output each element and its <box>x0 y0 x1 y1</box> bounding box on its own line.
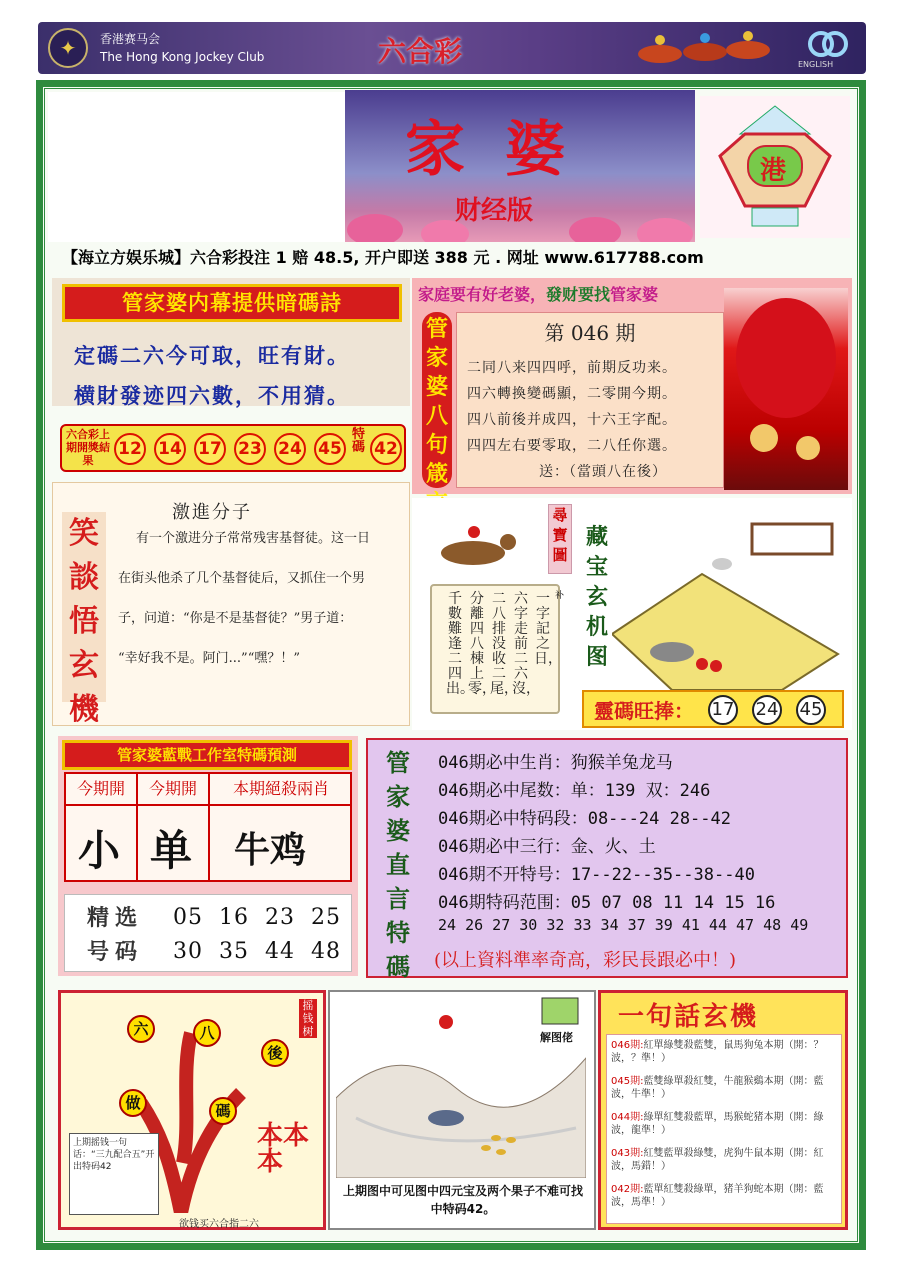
direct-line: 046期必中特码段：08---24 28--42 <box>438 809 731 829</box>
joke-line: 在街头他杀了几个基督徒后，又抓住一个男 <box>118 571 366 586</box>
direct-line: 046期必中尾数：单：139 双：246 <box>438 781 711 801</box>
horse-rider-icon <box>428 518 528 578</box>
tree-ball: 八 <box>193 1019 221 1047</box>
result-ball: 24 <box>274 433 306 465</box>
history-text: 紅雙藍單殺綠雙，虎狗牛鼠本期（開：紅波，馬錯！） <box>611 1148 824 1172</box>
history-row <box>611 1147 839 1173</box>
prediction-col-header: 本期絕殺兩肖 <box>210 774 352 806</box>
history-text: 紅單綠雙殺藍雙，鼠馬狗兔本期（開：？波，？準！） <box>611 1040 824 1064</box>
prediction-size: 小 <box>78 826 121 875</box>
scroll-col: 六字走前二六沒， <box>512 591 540 697</box>
last-result-label: 六合彩上期開獎結果 <box>66 428 110 467</box>
scroll-box <box>430 584 564 714</box>
joke-line: 子，问道：“你是不是基督徒？”男子道： <box>118 611 353 626</box>
head-part-2: 好老婆， <box>482 285 547 304</box>
scroll-mark: 补 <box>554 591 564 601</box>
history-row <box>611 1039 839 1065</box>
lantern-panel <box>700 96 850 238</box>
landscape-caption: 上期图中可见图中四元宝及两个果子不难可找中特码42。 <box>342 1184 583 1216</box>
org-name-en: The Hong Kong Jockey Club <box>100 50 265 64</box>
header-title: 六合彩 <box>378 35 463 68</box>
rings-logo-icon <box>806 30 850 58</box>
map-title: 藏宝玄机图 <box>586 524 609 670</box>
joke-line: 有一个激进分子常常残害基督徒。这一日 <box>136 531 371 546</box>
saying-line: 送：（當頭八在後） <box>539 464 667 480</box>
lucky-number: 17 <box>708 695 738 725</box>
english-link[interactable]: ENGLISH <box>798 60 834 69</box>
lucky-numbers-bar <box>582 690 844 728</box>
history-issue: 045期: <box>611 1076 644 1087</box>
scroll-col: 分離四八棟上零， <box>468 591 496 697</box>
saying-line: 二同八来四四呼，前期反功来。 <box>467 360 677 376</box>
head-part-1: 家庭要有 <box>418 285 483 304</box>
scroll-col: 二八排没收二尾， <box>490 591 518 697</box>
history-issue: 046期: <box>611 1040 644 1051</box>
saying-line: 四六轉換變碼顯，二零開今期。 <box>467 386 677 402</box>
direct-line: 046期必中三行：金、火、土 <box>438 837 656 857</box>
history-issue: 044期: <box>611 1112 644 1123</box>
prediction-col-header: 今期開 <box>66 774 138 806</box>
special-label: 特碼 <box>352 427 366 455</box>
blank-box <box>48 92 346 242</box>
treasure-label: 尋寶圖 <box>548 504 572 574</box>
money-tree-footer: 欲钱买六合指二六 <box>179 1219 259 1230</box>
scroll-col: 一字記之日， <box>534 591 562 667</box>
prediction-parity: 单 <box>150 826 193 875</box>
direct-line: 046期特码范围：05 07 08 11 14 15 16 <box>438 893 776 913</box>
result-ball: 45 <box>314 433 346 465</box>
history-text: 綠單紅雙殺藍單，馬猴蛇猪本期（開：綠波，龍準！） <box>611 1112 824 1136</box>
eight-sayings-vertical-title: 管家婆八句箴 <box>422 312 452 488</box>
banner-title: 家婆 <box>405 115 605 185</box>
history-issue: 043期: <box>611 1148 644 1159</box>
picks-row: 30 35 44 48 <box>173 939 341 964</box>
poem-panel-title: 管家婆内幕提供暗碼詩 <box>62 284 402 322</box>
head-part-4: 管家婆 <box>610 285 659 304</box>
scroll-col: 千數難逢二四出。 <box>446 591 474 697</box>
solver-tag-text: 解图佬 <box>540 1031 573 1044</box>
eight-sayings-box <box>456 312 724 488</box>
result-ball: 14 <box>154 433 186 465</box>
bride-veil-icon <box>724 288 848 490</box>
joke-vertical-title: 笑談悟玄機 <box>62 512 106 702</box>
ad-line[interactable] <box>62 245 862 269</box>
lantern-char: 港 <box>760 156 787 186</box>
org-name <box>100 30 264 66</box>
joke-line: “幸好我不是。阿门...”“嘿？！” <box>118 651 300 666</box>
prediction-col-header: 今期開 <box>138 774 210 806</box>
issue-number: 第 046 期 <box>544 321 636 345</box>
money-tree-side-label: 摇钱树 <box>299 999 317 1038</box>
direct-words-panel <box>366 738 848 978</box>
history-row <box>611 1183 839 1209</box>
head-part-3: 發财要找 <box>546 285 611 304</box>
direct-vertical-title: 管家婆直言特碼 <box>386 748 410 981</box>
solver-icon <box>540 996 580 1026</box>
picks-label: 精选号码 <box>87 905 144 965</box>
lucky-number: 24 <box>752 695 782 725</box>
direct-line: 046期必中生肖：狗猴羊兔龙马 <box>438 753 673 773</box>
picks-row: 05 16 23 25 <box>173 905 341 930</box>
picks-box <box>64 894 352 972</box>
prediction-kill-zodiac: 牛鸡 <box>234 829 307 871</box>
money-tree-panel <box>58 990 326 1230</box>
history-row <box>611 1075 839 1101</box>
prediction-title: 管家婆藍戰工作室特碼預測 <box>62 740 352 770</box>
tree-ball: 做 <box>119 1089 147 1117</box>
money-tree-prev-note: 上期摇钱一句话：“三九配合五”开出特码42 <box>69 1133 159 1215</box>
result-ball: 12 <box>114 433 146 465</box>
ad-text: 【海立方娱乐城】六合彩投注 1 赔 48.5, 开户即送 388 元 . 网址 <box>62 248 545 267</box>
result-ball: 23 <box>234 433 266 465</box>
banner-subtitle: 财经版 <box>455 196 534 226</box>
last-result-bar <box>60 424 406 472</box>
history-text: 藍雙綠單殺紅雙，牛龍猴鷄本期（開：藍波，牛準！） <box>611 1076 824 1100</box>
poem-line-2: 横財發迹四六數，不用猜。 <box>74 383 350 408</box>
banner <box>345 90 695 242</box>
one-line-box <box>606 1034 842 1224</box>
tree-ball: 六 <box>127 1015 155 1043</box>
history-text: 藍單紅雙殺綠單，猪羊狗蛇本期（開：藍波，馬準！） <box>611 1184 824 1208</box>
lucky-number: 45 <box>796 695 826 725</box>
jockey-club-logo[interactable]: ✦ <box>48 28 88 68</box>
direct-note: (以上資料準率奇高，彩民長跟必中！) <box>434 950 737 971</box>
one-line-title: 一句話玄機 <box>618 1002 759 1032</box>
saying-line: 四八前後并成四，十六王字配。 <box>467 412 677 428</box>
direct-line: 046期不开特号：17--22--35--38--40 <box>438 865 755 885</box>
special-ball: 42 <box>370 433 402 465</box>
direct-line: 24 26 27 30 32 33 34 37 39 41 44 47 48 49 <box>438 916 809 934</box>
lucky-numbers-label: 靈碼旺捧： <box>594 699 694 723</box>
bride-image <box>724 288 848 490</box>
tree-ball: 後 <box>261 1039 289 1067</box>
tree-ball: 碼 <box>209 1097 237 1125</box>
prediction-table <box>64 772 352 882</box>
org-name-cn: 香港赛马会 <box>100 32 161 46</box>
wall-rabbit-illustration <box>612 514 848 690</box>
solver-tag <box>540 996 580 1045</box>
history-row <box>611 1111 839 1137</box>
history-issue: 042期: <box>611 1184 644 1195</box>
ad-url[interactable]: www.617788.com <box>544 248 704 267</box>
site-header <box>38 22 866 74</box>
joke-title: 激進分子 <box>172 502 252 523</box>
eight-sayings-header <box>418 282 658 305</box>
poem-line-1: 定碼二六今可取，旺有財。 <box>74 343 350 368</box>
horses-icon <box>630 24 780 72</box>
saying-line: 四四左右要零取，二八任你選。 <box>467 438 677 454</box>
money-chars: 本本本 <box>257 1121 310 1177</box>
result-ball: 17 <box>194 433 226 465</box>
